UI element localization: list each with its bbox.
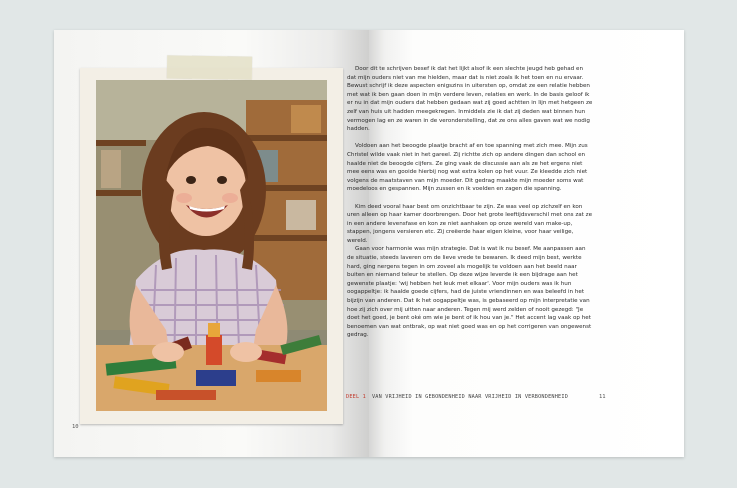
photo-print xyxy=(80,68,343,424)
paragraph: Gaan voor harmonie was mijn strategie. Dat is wat ik nu besef. Me aanpassen aan de situatie, steeds laveren om de lieve vrede te bewaren. Ik deed mijn best, werkte hard, ging nergens tegen in om zoveel als mogelijk te voldoen aan het beeld naar buiten en niemand teleur te stellen. Op deze wijze leverde ik een bijdrage aan het gewenste plaatje: 'wij hebben het leuk met elkaar'. Voor mijn ouders was ik hun oogappeltje: ik haalde goede cijfers, had de juiste vriendinnen en was beleefd in het bijzijn van anderen. Dat ik het oogappeltje was, is gebaseerd op mijn interpretatie van hoe zij zich over mij uitten naar anderen. Tegen mij werd zelden of nooit gezegd: "Je doet het goed, je bent oké om wie je bent of ik hou van je." Het accent lag vaak op het benoemen van wat ontbrak, op wat niet goed was en op het corrigeren van ongewenst gedrag. xyxy=(347,246,592,339)
page-number-right: 11 xyxy=(599,394,606,400)
running-head xyxy=(346,394,568,400)
running-head-title: VAN VRIJHEID IN GEBONDENHEID NAAR VRIJHEID IN VERBONDENHEID xyxy=(371,394,569,400)
running-head-part: DEEL 1 xyxy=(346,394,366,400)
tape-strip xyxy=(167,55,252,79)
childhood-photo xyxy=(96,80,327,411)
paragraph: Door dit te schrijven besef ik dat het lijkt alsof ik een slechte jeugd heb gehad en dat mijn ouders niet van me hielden, maar dat is niet zoals ik het toen en nu ervaar. Bewust schrijf ik deze aspecten enigszins in uitersten op, omdat ze een relatie hebben met wat ik ben gaan doen in mijn verdere leven, relaties en werk. In de basis geloof ik er nu in dat mijn ouders dat hebben gedaan wat zij goed achtten in lijn met hetgeen ze zelf van huis uit hadden meegekregen. Inmiddels zie ik dat zij deden wat binnen hun vermogen lag en ze waren in de veronderstelling, dat ze ons alles gaven wat we nodig hadden. xyxy=(347,66,593,133)
paragraph: Kim deed vooral haar best om onzichtbaar te zijn. Ze was veel op zichzelf en kon uren alleen op haar kamer doorbrengen. Door het grote leeftijdsverschil met ons zat ze in een andere levensfase en kon ze niet aanhaken op onze wereld van make-up, stappen, jongens versieren etc. Zij creëerde haar eigen kleine, voor haar veilige, wereld. xyxy=(347,203,593,244)
paragraph: Voldoen aan het beoogde plaatje bracht af en toe spanning met zich mee. Mijn zus Christel wilde vaak niet in het gareel. Zij richtte zich op andere dingen dan school en haalde niet de beoogde cijfers. Ze ging vaak de discussie aan als ze het ergens niet mee eens was en gooide hierbij nog wat extra kolen op het vuur. Ze kleedde zich niet volgens de maatstaven van mijn moeder. Dit gedrag maakte mijn moeder soms wat moedeloos en gespannen. Mijn zussen en ik voelden en zagen die spanning. xyxy=(347,143,588,193)
body-text xyxy=(347,65,593,340)
left-page xyxy=(54,30,369,457)
page-number-left: 10 xyxy=(72,424,79,430)
